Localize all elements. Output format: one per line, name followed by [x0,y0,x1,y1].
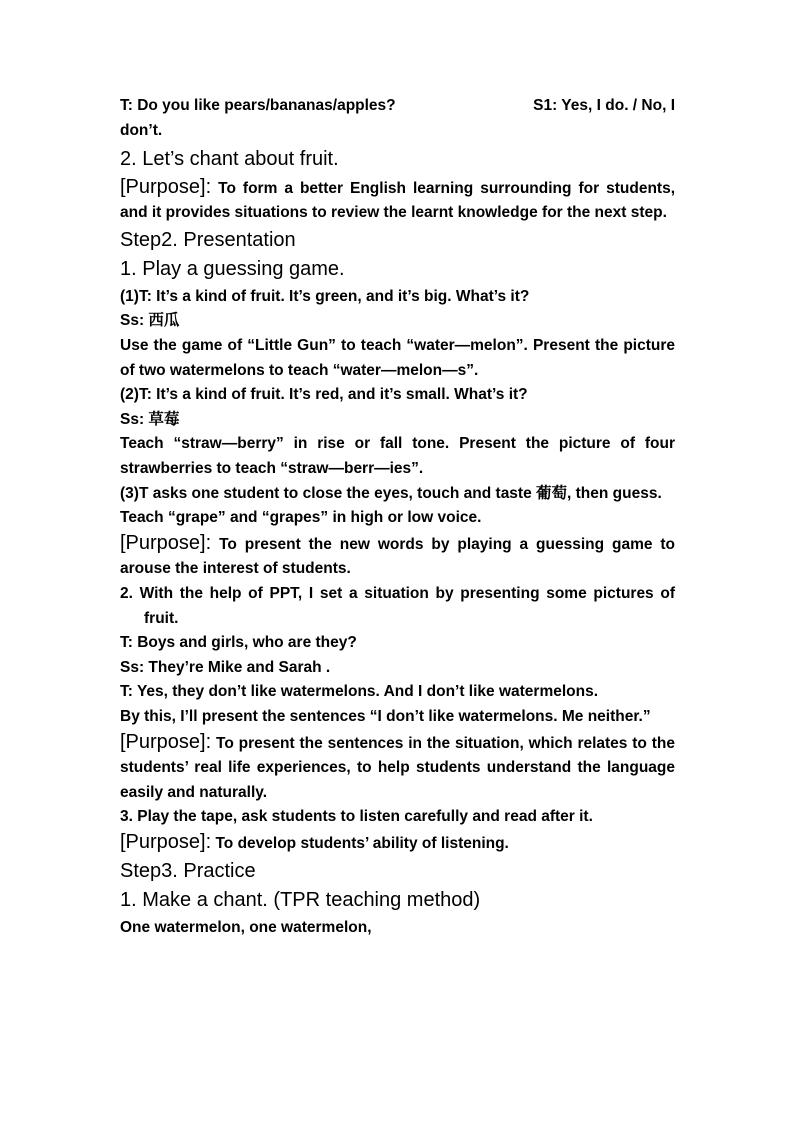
teacher-question: T: Do you like pears/bananas/apples? [120,97,396,114]
dialogue-question [120,94,675,119]
teacher-line-2: (2)T: It’s a kind of fruit. It’s red, and it’s small. What’s it? [120,386,528,404]
by-this-paragraph: By this, I’ll present the sentences “I don’t like watermelons. Me neither.” [120,707,651,725]
students-line-4: Ss: They’re Mike and Sarah . [120,658,331,676]
purpose-paragraph-4 [120,830,675,857]
teacher-line-3: (3)T asks one student to close the eyes, touch and taste 葡萄, then guess. [120,484,662,502]
play-tape-line: 3. Play the tape, ask students to listen carefully and read after it. [120,808,593,826]
heading-chant: 2. Let’s chant about fruit. [120,148,339,171]
purpose-paragraph-3 [120,730,675,806]
document-page [120,94,675,940]
purpose-text-2: To present the new words by playing a guessing game to arouse the interest of students. [120,535,675,578]
purpose-label: [Purpose]: [120,730,212,753]
purpose-paragraph-2 [120,531,675,582]
teacher-line-5: T: Yes, they don’t like watermelons. And I don’t like watermelons. [120,683,599,701]
purpose-label: [Purpose]: [120,175,212,198]
teacher-line-1: (1)T: It’s a kind of fruit. It’s green, and it’s big. What’s it? [120,287,530,305]
student-answer: S1: Yes, I do. / No, I [533,97,675,114]
teach-strawberry-paragraph: Teach “straw—berry” in rise or fall tone. Present the picture of four strawberries to teach “straw—berr—ies”. [120,435,675,478]
teacher-line-4: T: Boys and girls, who are they? [120,634,357,652]
purpose-label: [Purpose]: [120,830,212,853]
students-line-2: Ss: 草莓 [120,410,180,428]
heading-step3: Step3. Practice [120,859,256,882]
heading-step2: Step2. Presentation [120,228,296,251]
use-game-paragraph: Use the game of “Little Gun” to teach “water—melon”. Present the picture of two watermelons to teach “water—melon—s”. [120,337,675,379]
heading-make-chant: 1. Make a chant. (TPR teaching method) [120,889,481,912]
purpose-paragraph-1 [120,175,675,226]
chant-line: One watermelon, one watermelon, [120,918,372,936]
purpose-text-4: To develop students’ ability of listening. [215,834,509,852]
students-line-1: Ss: 西瓜 [120,312,180,330]
purpose-label: [Purpose]: [120,531,212,554]
teach-grape-line: Teach “grape” and “grapes” in high or low voice. [120,509,482,527]
dialogue-answer-cont: don’t. [120,121,163,139]
ppt-paragraph: 2. With the help of PPT, I set a situation by presenting some pictures of fruit. [120,585,675,627]
heading-guessing-game: 1. Play a guessing game. [120,258,345,281]
purpose-text-3: To present the sentences in the situation, which relates to the students’ real life experiences, to help students understand the language easily and naturally. [120,734,675,801]
purpose-text-1: To form a better English learning surrounding for students, and it provides situations to review the learnt knowledge for the next step. [120,179,675,222]
